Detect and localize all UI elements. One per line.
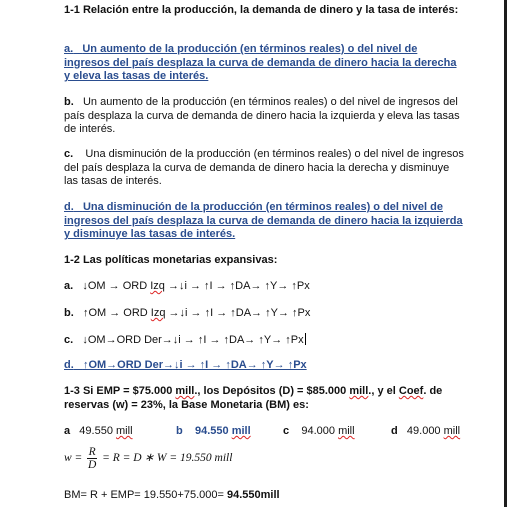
- question-3-answer-a[interactable]: [64, 425, 133, 437]
- option-formula-post: →↓i → ↑I → ↑DA→ ↑Y→ ↑Px: [164, 280, 310, 292]
- question-1-option-d[interactable]: [64, 201, 464, 242]
- title-mill: mill: [175, 385, 195, 397]
- question-1-title: 1-1 Relación entre la producción, la demanda de dinero y la tasa de interés:: [64, 4, 459, 16]
- option-formula-pre: ↓OM → ORD: [82, 280, 151, 292]
- question-1-option-a[interactable]: [64, 43, 464, 84]
- option-text: Una disminución de la producción (en términos reales) o del nivel de ingresos del país desplaza la curva de demanda de dinero hacia la derecha y disminuye las tasas de interés.: [64, 148, 464, 187]
- question-3-title: [64, 385, 464, 412]
- answer-unit: mill: [338, 425, 355, 437]
- answer-unit: mill: [443, 425, 461, 437]
- option-letter: c.: [64, 148, 74, 160]
- question-1-option-c[interactable]: [64, 148, 464, 189]
- fraction-numerator: R: [88, 446, 96, 458]
- question-2-option-a[interactable]: [64, 280, 310, 293]
- option-letter: a.: [64, 280, 74, 292]
- answer-value: 49.000: [406, 425, 441, 437]
- answer-value: 94.000: [301, 425, 336, 437]
- option-letter: b.: [64, 307, 74, 319]
- monetary-base-result: [64, 489, 280, 502]
- option-formula: ↑OM→ORD Der→↓i → ↑I → ↑DA→ ↑Y→ ↑Px: [82, 359, 307, 371]
- question-3-answer-b[interactable]: [176, 425, 251, 437]
- result-value: 94.550mill: [226, 489, 280, 501]
- answer-letter: d: [391, 425, 398, 437]
- option-letter: d.: [64, 359, 74, 371]
- question-1-option-b[interactable]: [64, 96, 464, 137]
- question-2-option-d[interactable]: [64, 359, 307, 372]
- answer-letter: b: [176, 425, 183, 437]
- reserve-ratio-formula: [64, 446, 232, 471]
- answer-value: 94.550: [194, 425, 229, 437]
- option-letter: b.: [64, 96, 74, 108]
- question-2-option-b[interactable]: [64, 307, 310, 320]
- option-text: Una disminución de la producción (en términos reales) o del nivel de ingresos del país desplaza la curva de demanda de dinero hacia la izquierda y disminuye las tasas de interés.: [64, 201, 463, 240]
- question-2-option-c[interactable]: [64, 333, 306, 347]
- option-formula-pre: ↑OM → ORD: [82, 307, 151, 319]
- formula-fraction: [87, 446, 97, 471]
- option-formula-izq: Izq: [150, 307, 166, 319]
- question-3-answer-c[interactable]: [283, 425, 355, 437]
- question-2-title: 1-2 Las políticas monetarias expansivas:: [64, 254, 278, 266]
- option-formula-post: →↓i → ↑I → ↑DA→ ↑Y→ ↑Px: [165, 307, 311, 319]
- answer-unit: mill: [116, 425, 133, 437]
- title-coef: Coef: [398, 385, 424, 397]
- option-letter: a.: [64, 43, 74, 55]
- title-part: ., y el: [368, 385, 399, 397]
- formula-lhs: w =: [64, 452, 83, 465]
- option-text: Un aumento de la producción (en términos reales) o del nivel de ingresos del país desplaza la curva de demanda de dinero hacia la derecha y eleva las tasas de interés.: [64, 43, 457, 82]
- option-formula-izq: Izq: [150, 280, 165, 292]
- answer-value: 49.550: [79, 425, 113, 437]
- text-cursor: [305, 333, 306, 345]
- option-letter: d.: [64, 201, 74, 213]
- answer-letter: c: [283, 425, 290, 437]
- title-part: . de reservas (w) = 23%, la Base Monetaria (BM) es:: [64, 385, 443, 411]
- result-expression: BM= R + EMP= 19.550+75.000=: [64, 489, 227, 501]
- answer-letter: a: [64, 425, 71, 437]
- option-formula: ↓OM→ORD Der→↓i → ↑I → ↑DA→ ↑Y→ ↑Px: [82, 334, 304, 346]
- option-text: Un aumento de la producción (en términos reales) o del nivel de ingresos del país desplaza la curva de demanda de dinero hacia la izquierda y eleva las tasas de interés.: [64, 96, 460, 135]
- formula-rhs: = R = D ∗ W = 19.550 mill: [102, 452, 233, 465]
- answer-unit: mill: [231, 425, 251, 437]
- question-3-answer-d[interactable]: [391, 425, 460, 437]
- fraction-denominator: D: [88, 459, 97, 471]
- title-mill: mill: [349, 385, 369, 397]
- title-part: 1-3 Si EMP = $75.000: [64, 385, 176, 397]
- title-part: ., los Depósitos (D) = $85.000: [194, 385, 350, 397]
- option-letter: c.: [64, 334, 74, 346]
